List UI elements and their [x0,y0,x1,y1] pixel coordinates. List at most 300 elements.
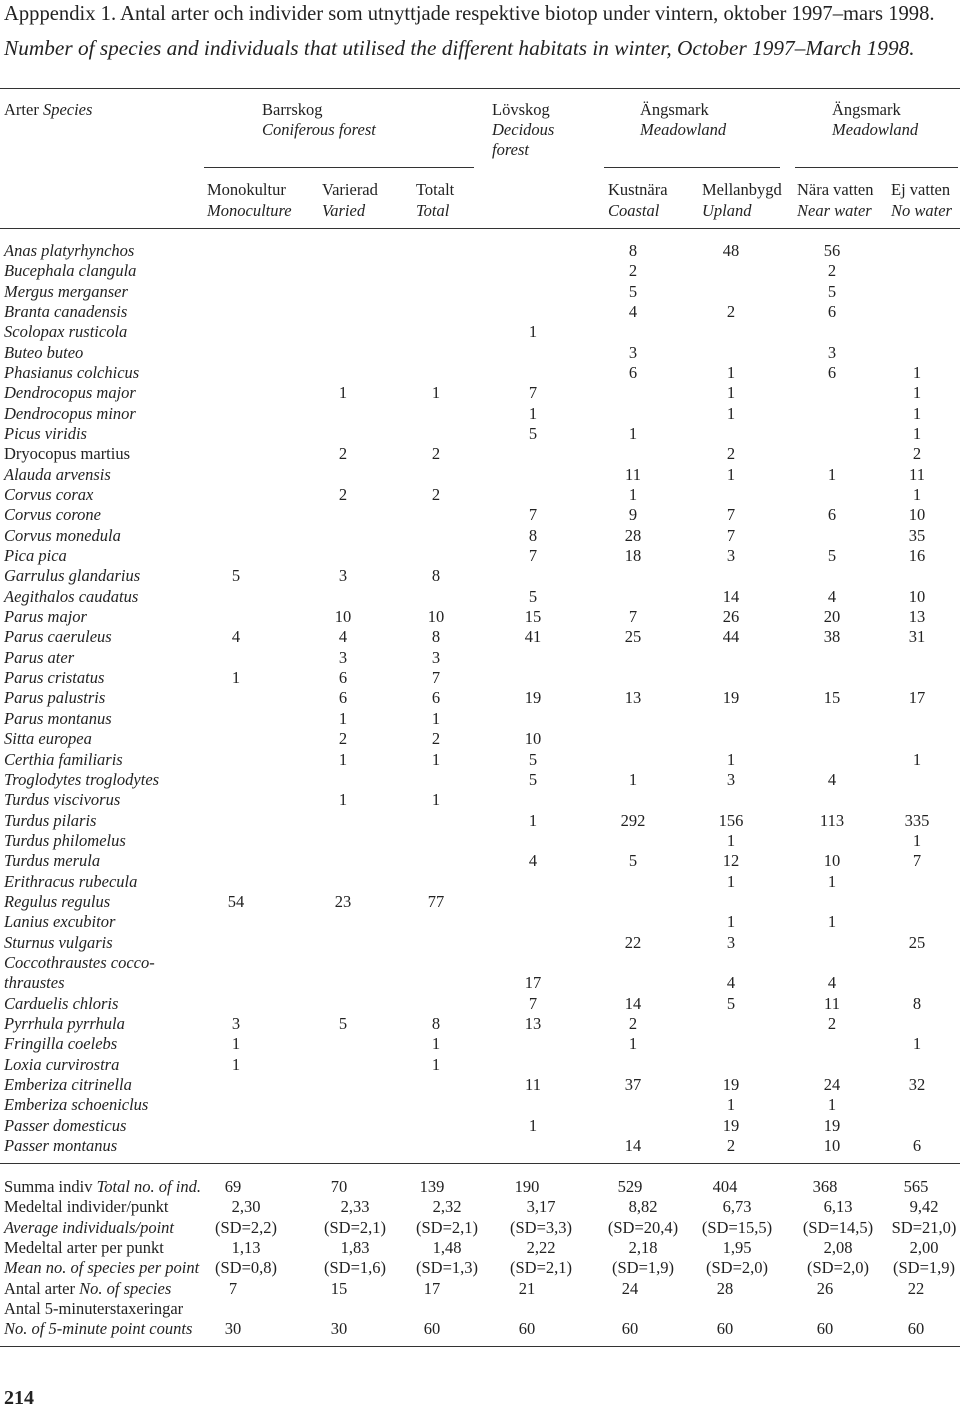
count-nara-vatten: 1 [827,912,837,932]
summary-label [4,1258,199,1278]
count-varierad: 3 [338,566,348,586]
summary-value-ej-vatten: 565 [903,1177,929,1196]
group-header-lovskog-en-line1: Decidous [492,120,555,139]
count-varierad: 4 [338,627,348,647]
count-nara-vatten: 38 [823,627,841,647]
count-kustnara: 37 [624,1074,642,1094]
count-kustnara: 22 [624,932,642,952]
species-name: Turdus philomelus [4,830,126,850]
count-kustnara: 1 [628,485,638,505]
col-header-ej-vatten: Ej vatten [891,180,951,199]
species-name: Garrulus glandarius [4,566,141,586]
species-name: Parus montanus [4,708,112,728]
count-lovskog: 19 [524,688,542,708]
count-ej-vatten: 1 [912,830,922,850]
count-lovskog: 1 [528,322,538,342]
summary-label-en: No. of 5-minute point counts [4,1319,193,1339]
count-mellanbygd: 48 [722,241,740,260]
count-totalt: 1 [431,749,441,769]
count-mellanbygd: 2 [726,1135,736,1155]
summary-value-monokultur: 2,30 [231,1197,261,1217]
count-lovskog: 1 [528,403,538,423]
summary-value-kustnara: 529 [617,1177,643,1196]
count-nara-vatten: 6 [827,302,837,322]
summary-value-totalt: 1,48 [432,1237,462,1257]
count-kustnara: 14 [624,993,642,1013]
col-header-nara-vatten-en: Near water [797,201,872,220]
count-kustnara: 13 [624,688,642,708]
species-name: Phasianus colchicus [4,363,140,383]
count-nara-vatten: 10 [823,851,841,871]
summary-value-nara-vatten: 6,13 [823,1197,853,1217]
col-header-nara-vatten: Nära vatten [797,180,874,199]
summary-value-ej-vatten: 9,42 [909,1197,939,1217]
count-ej-vatten: 6 [912,1135,922,1155]
barrskog-group-rule [204,167,474,168]
col-header-kustnara: Kustnära [608,180,668,199]
count-varierad: 2 [338,729,348,749]
count-kustnara: 8 [628,241,638,260]
summary-value-totalt: 139 [419,1177,445,1196]
count-kustnara: 2 [628,1013,638,1033]
count-mellanbygd: 1 [726,830,736,850]
species-name: Turdus viscivorus [4,790,121,810]
count-ej-vatten: 1 [912,749,922,769]
count-totalt: 6 [431,688,441,708]
count-lovskog: 5 [528,586,538,606]
col-header-mellanbygd-en: Upland [702,201,752,220]
count-kustnara: 5 [628,281,638,301]
summary-value-mellanbygd: 60 [716,1319,734,1339]
species-name: Anas platyrhynchos [4,241,135,260]
count-mellanbygd: 19 [722,688,740,708]
count-varierad: 3 [338,647,348,667]
group-header-angsmark-2: Ängsmark [832,100,901,119]
summary-value-varierad: 2,33 [340,1197,370,1217]
col-header-monokultur: Monokultur [207,180,286,199]
count-nara-vatten: 6 [827,363,837,383]
group-header-lovskog: Lövskog [492,100,550,119]
count-varierad: 23 [334,891,352,911]
count-lovskog: 11 [525,1074,541,1094]
count-totalt: 77 [427,891,445,911]
count-nara-vatten: 3 [827,342,837,362]
count-ej-vatten: 2 [912,444,922,464]
group-header-angsmark-2-en: Meadowland [832,120,919,139]
count-lovskog: 1 [528,810,538,830]
species-name: Regulus regulus [4,891,111,911]
count-kustnara: 9 [628,505,638,525]
count-lovskog: 7 [528,505,538,525]
count-ej-vatten: 10 [908,586,926,606]
page-number: 214 [4,1387,34,1409]
summary-value-kustnara: 2,18 [628,1237,658,1257]
count-totalt: 1 [431,1054,441,1074]
species-name: Parus caeruleus [4,627,112,647]
summary-label-sv: Antal arter [4,1278,76,1298]
species-name: Pica pica [4,546,67,566]
count-kustnara: 28 [624,525,642,545]
summary-value-kustnara: 24 [621,1278,639,1298]
summary-value-varierad: 30 [330,1319,348,1339]
header-bottom-rule [0,228,960,229]
table-bottom-rule [0,1346,960,1347]
species-name: Dendrocopus minor [4,403,136,423]
angsmark-1-group-rule [604,167,780,168]
angsmark-2-group-rule [795,167,958,168]
species-name: Parus ater [4,647,75,667]
count-lovskog: 10 [524,729,542,749]
species-column-header [4,100,92,120]
summary-value-ej-vatten: 2,00 [909,1237,939,1257]
summary-value-totalt: 2,32 [432,1197,462,1217]
summary-value-varierad: (SD=2,1) [323,1217,387,1237]
species-name: Branta canadensis [4,302,128,322]
count-lovskog: 15 [524,607,542,627]
species-name: Parus palustris [4,688,106,708]
summary-label-en: Mean no. of species per point [4,1258,200,1278]
count-totalt: 1 [431,1034,441,1054]
group-header-lovskog-en-line2: forest [492,140,529,159]
count-nara-vatten: 15 [823,688,841,708]
count-nara-vatten: 11 [824,993,840,1013]
count-kustnara: 4 [628,302,638,322]
count-ej-vatten: 1 [912,363,922,383]
species-name: Fringilla coelebs [4,1034,118,1054]
count-totalt: 1 [431,383,441,403]
count-mellanbygd: 3 [726,932,736,952]
count-mellanbygd: 12 [722,851,740,871]
count-ej-vatten: 16 [908,546,926,566]
summary-value-monokultur: 30 [224,1319,242,1339]
summary-value-nara-vatten: (SD=2,0) [806,1258,870,1278]
summary-label-sv: Medeltal individer/punkt [4,1197,169,1217]
count-kustnara: 292 [620,810,646,830]
summary-value-ej-vatten: (SD=1,9) [892,1258,956,1278]
count-mellanbygd: 4 [726,973,736,993]
count-kustnara: 1 [628,424,638,444]
count-monokultur: 54 [227,891,245,911]
count-nara-vatten: 113 [819,810,845,830]
species-name: Turdus pilaris [4,810,97,830]
col-header-totalt-en: Total [416,201,450,220]
count-kustnara: 25 [624,627,642,647]
summary-top-rule [0,1163,960,1164]
summary-value-lovskog: (SD=2,1) [509,1258,573,1278]
count-varierad: 1 [338,383,348,403]
species-name: Corvus monedula [4,525,121,545]
count-totalt: 3 [431,647,441,667]
species-name: Corvus corone [4,505,102,525]
count-ej-vatten: 1 [912,424,922,444]
count-nara-vatten: 4 [827,973,837,993]
species-name: Troglodytes troglodytes [4,769,160,789]
count-ej-vatten: 17 [908,688,926,708]
species-name: Parus major [4,607,87,627]
count-mellanbygd: 1 [726,749,736,769]
count-totalt: 8 [431,566,441,586]
summary-value-varierad: (SD=1,6) [323,1258,387,1278]
count-varierad: 10 [334,607,352,627]
species-name: Emberiza citrinella [4,1074,132,1094]
summary-value-lovskog: 60 [518,1319,536,1339]
summary-value-kustnara: 8,82 [628,1197,658,1217]
count-ej-vatten: 32 [908,1074,926,1094]
count-varierad: 2 [338,444,348,464]
count-mellanbygd: 19 [722,1115,740,1135]
species-name: Dryocopus martius [4,444,131,464]
species-name: Sitta europea [4,729,92,749]
count-ej-vatten: 31 [908,627,926,647]
count-varierad: 1 [338,708,348,728]
count-ej-vatten: 1 [912,1034,922,1054]
summary-value-varierad: 15 [330,1278,348,1298]
count-mellanbygd: 14 [722,586,740,606]
summary-value-totalt: (SD=1,3) [415,1258,479,1278]
summary-value-varierad: 1,83 [340,1237,370,1257]
summary-label [4,1299,183,1319]
count-kustnara: 1 [628,769,638,789]
summary-value-monokultur: 7 [228,1278,238,1298]
count-nara-vatten: 20 [823,607,841,627]
count-lovskog: 4 [528,851,538,871]
summary-value-mellanbygd: 28 [716,1278,734,1298]
species-header-en: Species [42,100,93,119]
count-monokultur: 1 [231,1034,241,1054]
count-ej-vatten: 7 [912,851,922,871]
species-name: Aegithalos caudatus [4,586,139,606]
species-name: Pyrrhula pyrrhula [4,1013,125,1033]
count-ej-vatten: 13 [908,607,926,627]
count-nara-vatten: 5 [827,281,837,301]
count-nara-vatten: 2 [827,1013,837,1033]
count-mellanbygd: 156 [718,810,744,830]
summary-value-totalt: 17 [423,1278,441,1298]
summary-value-monokultur: 69 [224,1177,242,1196]
count-lovskog: 8 [528,525,538,545]
col-header-monokultur-en: Monoculture [207,201,292,220]
count-ej-vatten: 11 [909,464,925,484]
count-nara-vatten: 1 [827,1095,837,1115]
count-mellanbygd: 1 [726,383,736,403]
count-totalt: 7 [431,668,441,688]
count-nara-vatten: 10 [823,1135,841,1155]
col-header-totalt: Totalt [416,180,455,199]
summary-value-kustnara: (SD=1,9) [611,1258,675,1278]
species-name: Coccothraustes cocco- [4,952,155,972]
count-ej-vatten: 25 [908,932,926,952]
count-totalt: 8 [431,627,441,647]
count-mellanbygd: 2 [726,444,736,464]
count-mellanbygd: 7 [726,505,736,525]
count-nara-vatten: 19 [823,1115,841,1135]
count-monokultur: 1 [231,1054,241,1074]
count-monokultur: 1 [231,668,241,688]
count-kustnara: 18 [624,546,642,566]
count-lovskog: 41 [524,627,542,647]
group-header-barrskog-en: Coniferous forest [262,120,376,139]
species-name: Certhia familiaris [4,749,123,769]
count-varierad: 2 [338,485,348,505]
summary-label [4,1279,171,1299]
species-name: Corvus corax [4,485,94,505]
summary-value-kustnara: 60 [621,1319,639,1339]
summary-value-nara-vatten: 2,08 [823,1237,853,1257]
summary-value-monokultur: (SD=0,8) [214,1258,278,1278]
count-mellanbygd: 1 [726,464,736,484]
species-name: Erithracus rubecula [4,871,138,891]
count-kustnara: 1 [628,1034,638,1054]
count-mellanbygd: 3 [726,769,736,789]
count-mellanbygd: 19 [722,1074,740,1094]
count-monokultur: 4 [231,627,241,647]
species-name: Passer montanus [4,1135,118,1155]
summary-value-lovskog: 3,17 [526,1197,556,1217]
summary-value-nara-vatten: 26 [816,1278,834,1298]
summary-label-sv: Medeltal arter per punkt [4,1237,164,1257]
count-ej-vatten: 35 [908,525,926,545]
summary-value-lovskog: (SD=3,3) [509,1217,573,1237]
count-totalt: 2 [431,729,441,749]
summary-value-totalt: 60 [423,1319,441,1339]
count-kustnara: 14 [624,1135,642,1155]
group-header-barrskog: Barrskog [262,100,323,119]
count-varierad: 5 [338,1013,348,1033]
summary-value-mellanbygd: (SD=2,0) [705,1258,769,1278]
summary-value-lovskog: 190 [514,1177,540,1196]
col-header-ej-vatten-en: No water [891,201,952,220]
count-totalt: 2 [431,444,441,464]
count-kustnara: 2 [628,261,638,281]
summary-label-sv: Summa indiv [4,1177,93,1196]
species-name: Carduelis chloris [4,993,119,1013]
count-nara-vatten: 4 [827,769,837,789]
count-varierad: 6 [338,688,348,708]
count-nara-vatten: 56 [823,241,841,260]
summary-value-nara-vatten: 60 [816,1319,834,1339]
count-totalt: 1 [431,708,441,728]
count-mellanbygd: 2 [726,302,736,322]
species-name: Picus viridis [4,424,87,444]
species-header-sv: Arter [4,100,39,119]
summary-label-en: Total no. of ind. [96,1177,201,1196]
header-top-rule [0,88,960,89]
summary-value-nara-vatten: 368 [812,1177,838,1196]
count-varierad: 6 [338,668,348,688]
count-nara-vatten: 24 [823,1074,841,1094]
count-totalt: 8 [431,1013,441,1033]
col-header-varierad: Varierad [322,180,378,199]
count-varierad: 1 [338,790,348,810]
species-name: Turdus merula [4,851,101,871]
summary-label [4,1197,169,1217]
summary-value-varierad: 70 [330,1177,348,1196]
group-header-angsmark-1: Ängsmark [640,100,709,119]
summary-value-mellanbygd: 404 [712,1177,738,1196]
count-mellanbygd: 1 [726,871,736,891]
count-mellanbygd: 1 [726,363,736,383]
species-name-continued: thraustes [4,973,65,993]
summary-value-totalt: (SD=2,1) [415,1217,479,1237]
summary-value-monokultur: (SD=2,2) [214,1217,278,1237]
count-totalt: 10 [427,607,445,627]
species-name: Bucephala clangula [4,261,137,281]
count-mellanbygd: 26 [722,607,740,627]
count-lovskog: 13 [524,1013,542,1033]
summary-value-mellanbygd: (SD=15,5) [701,1217,773,1237]
count-lovskog: 1 [528,1115,538,1135]
count-varierad: 1 [338,749,348,769]
count-mellanbygd: 1 [726,1095,736,1115]
count-mellanbygd: 1 [726,403,736,423]
col-header-kustnara-en: Coastal [608,201,660,220]
count-mellanbygd: 1 [726,912,736,932]
count-nara-vatten: 1 [827,464,837,484]
count-ej-vatten: 1 [912,383,922,403]
species-name: Mergus merganser [4,281,128,301]
count-ej-vatten: 1 [912,403,922,423]
summary-label [4,1177,201,1197]
count-ej-vatten: 335 [904,810,930,830]
count-totalt: 2 [431,485,441,505]
appendix-title: Apppendix 1. Antal arter och individer som utnyttjade respektive biotop under vintern, oktober 1997–mars 1998. [4,3,935,25]
count-nara-vatten: 6 [827,505,837,525]
count-ej-vatten: 1 [912,485,922,505]
summary-value-monokultur: 1,13 [231,1237,261,1257]
count-lovskog: 17 [524,973,542,993]
summary-label-en: Average individuals/point [4,1217,175,1237]
species-name: Buteo buteo [4,342,84,362]
count-lovskog: 5 [528,749,538,769]
count-mellanbygd: 3 [726,546,736,566]
summary-value-ej-vatten: 60 [907,1319,925,1339]
count-lovskog: 7 [528,993,538,1013]
count-kustnara: 3 [628,342,638,362]
count-nara-vatten: 4 [827,586,837,606]
species-name: Passer domesticus [4,1115,127,1135]
summary-label [4,1319,192,1339]
species-name: Parus cristatus [4,668,105,688]
species-name: Dendrocopus major [4,383,136,403]
count-lovskog: 5 [528,424,538,444]
appendix-title-english: Number of species and individuals that utilised the different habitats in winter, October 1997–March 1998. [4,36,915,60]
summary-value-lovskog: 2,22 [526,1237,556,1257]
summary-label [4,1218,174,1238]
count-lovskog: 7 [528,546,538,566]
count-mellanbygd: 7 [726,525,736,545]
summary-value-kustnara: (SD=20,4) [607,1217,679,1237]
count-totalt: 1 [431,790,441,810]
species-name: Alauda arvensis [4,464,111,484]
count-nara-vatten: 5 [827,546,837,566]
species-name: Lanius excubitor [4,912,116,932]
count-monokultur: 3 [231,1013,241,1033]
summary-value-ej-vatten: SD=21,0) [891,1217,957,1237]
summary-value-nara-vatten: (SD=14,5) [802,1217,874,1237]
col-header-varierad-en: Varied [322,201,366,220]
count-kustnara: 11 [625,464,641,484]
count-mellanbygd: 5 [726,993,736,1013]
col-header-mellanbygd: Mellanbygd [702,180,782,199]
count-nara-vatten: 1 [827,871,837,891]
count-mellanbygd: 44 [722,627,740,647]
count-monokultur: 5 [231,566,241,586]
count-kustnara: 6 [628,363,638,383]
count-lovskog: 7 [528,383,538,403]
summary-value-lovskog: 21 [518,1278,536,1298]
summary-value-mellanbygd: 1,95 [722,1237,752,1257]
species-name: Sturnus vulgaris [4,932,113,952]
